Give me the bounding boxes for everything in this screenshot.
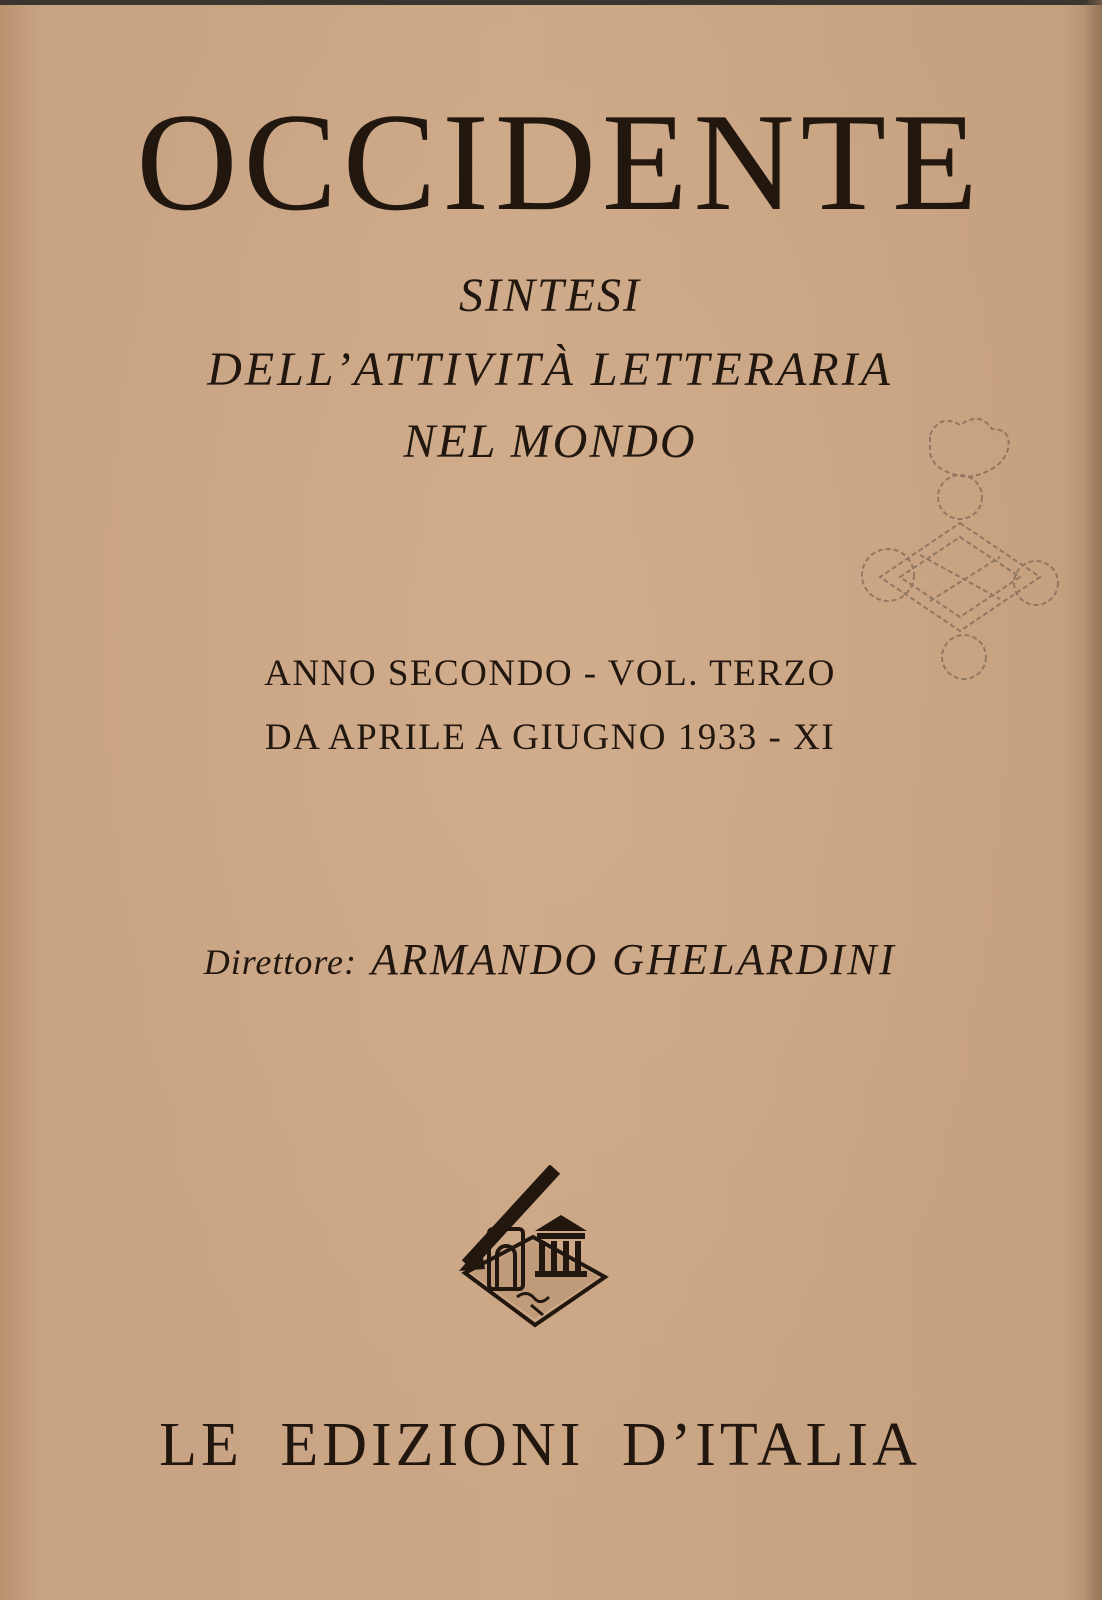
library-stamp-icon <box>860 405 1070 685</box>
subtitle-line-3: NEL MONDO <box>403 415 697 468</box>
right-edge-shadow <box>1084 0 1102 1600</box>
issue-date-line: DA APRILE A GIUGNO 1933 - XI <box>264 717 836 758</box>
subtitle-line-1: SINTESI <box>459 269 641 322</box>
journal-title: OCCIDENTE <box>136 85 984 240</box>
director-label: Direttore: <box>203 942 358 982</box>
issue-volume-line: ANNO SECONDO - VOL. TERZO <box>264 653 836 694</box>
director-credit <box>100 934 1000 985</box>
subtitle-line-2: DELL’ATTIVITÀ LETTERARIA <box>207 343 893 396</box>
publisher-name: LE EDIZIONI D’ITALIA <box>159 1411 921 1479</box>
publisher-emblem-icon <box>455 1165 615 1335</box>
director-name: ARMANDO GHELARDINI <box>371 935 897 984</box>
top-edge-shadow <box>0 0 1102 5</box>
